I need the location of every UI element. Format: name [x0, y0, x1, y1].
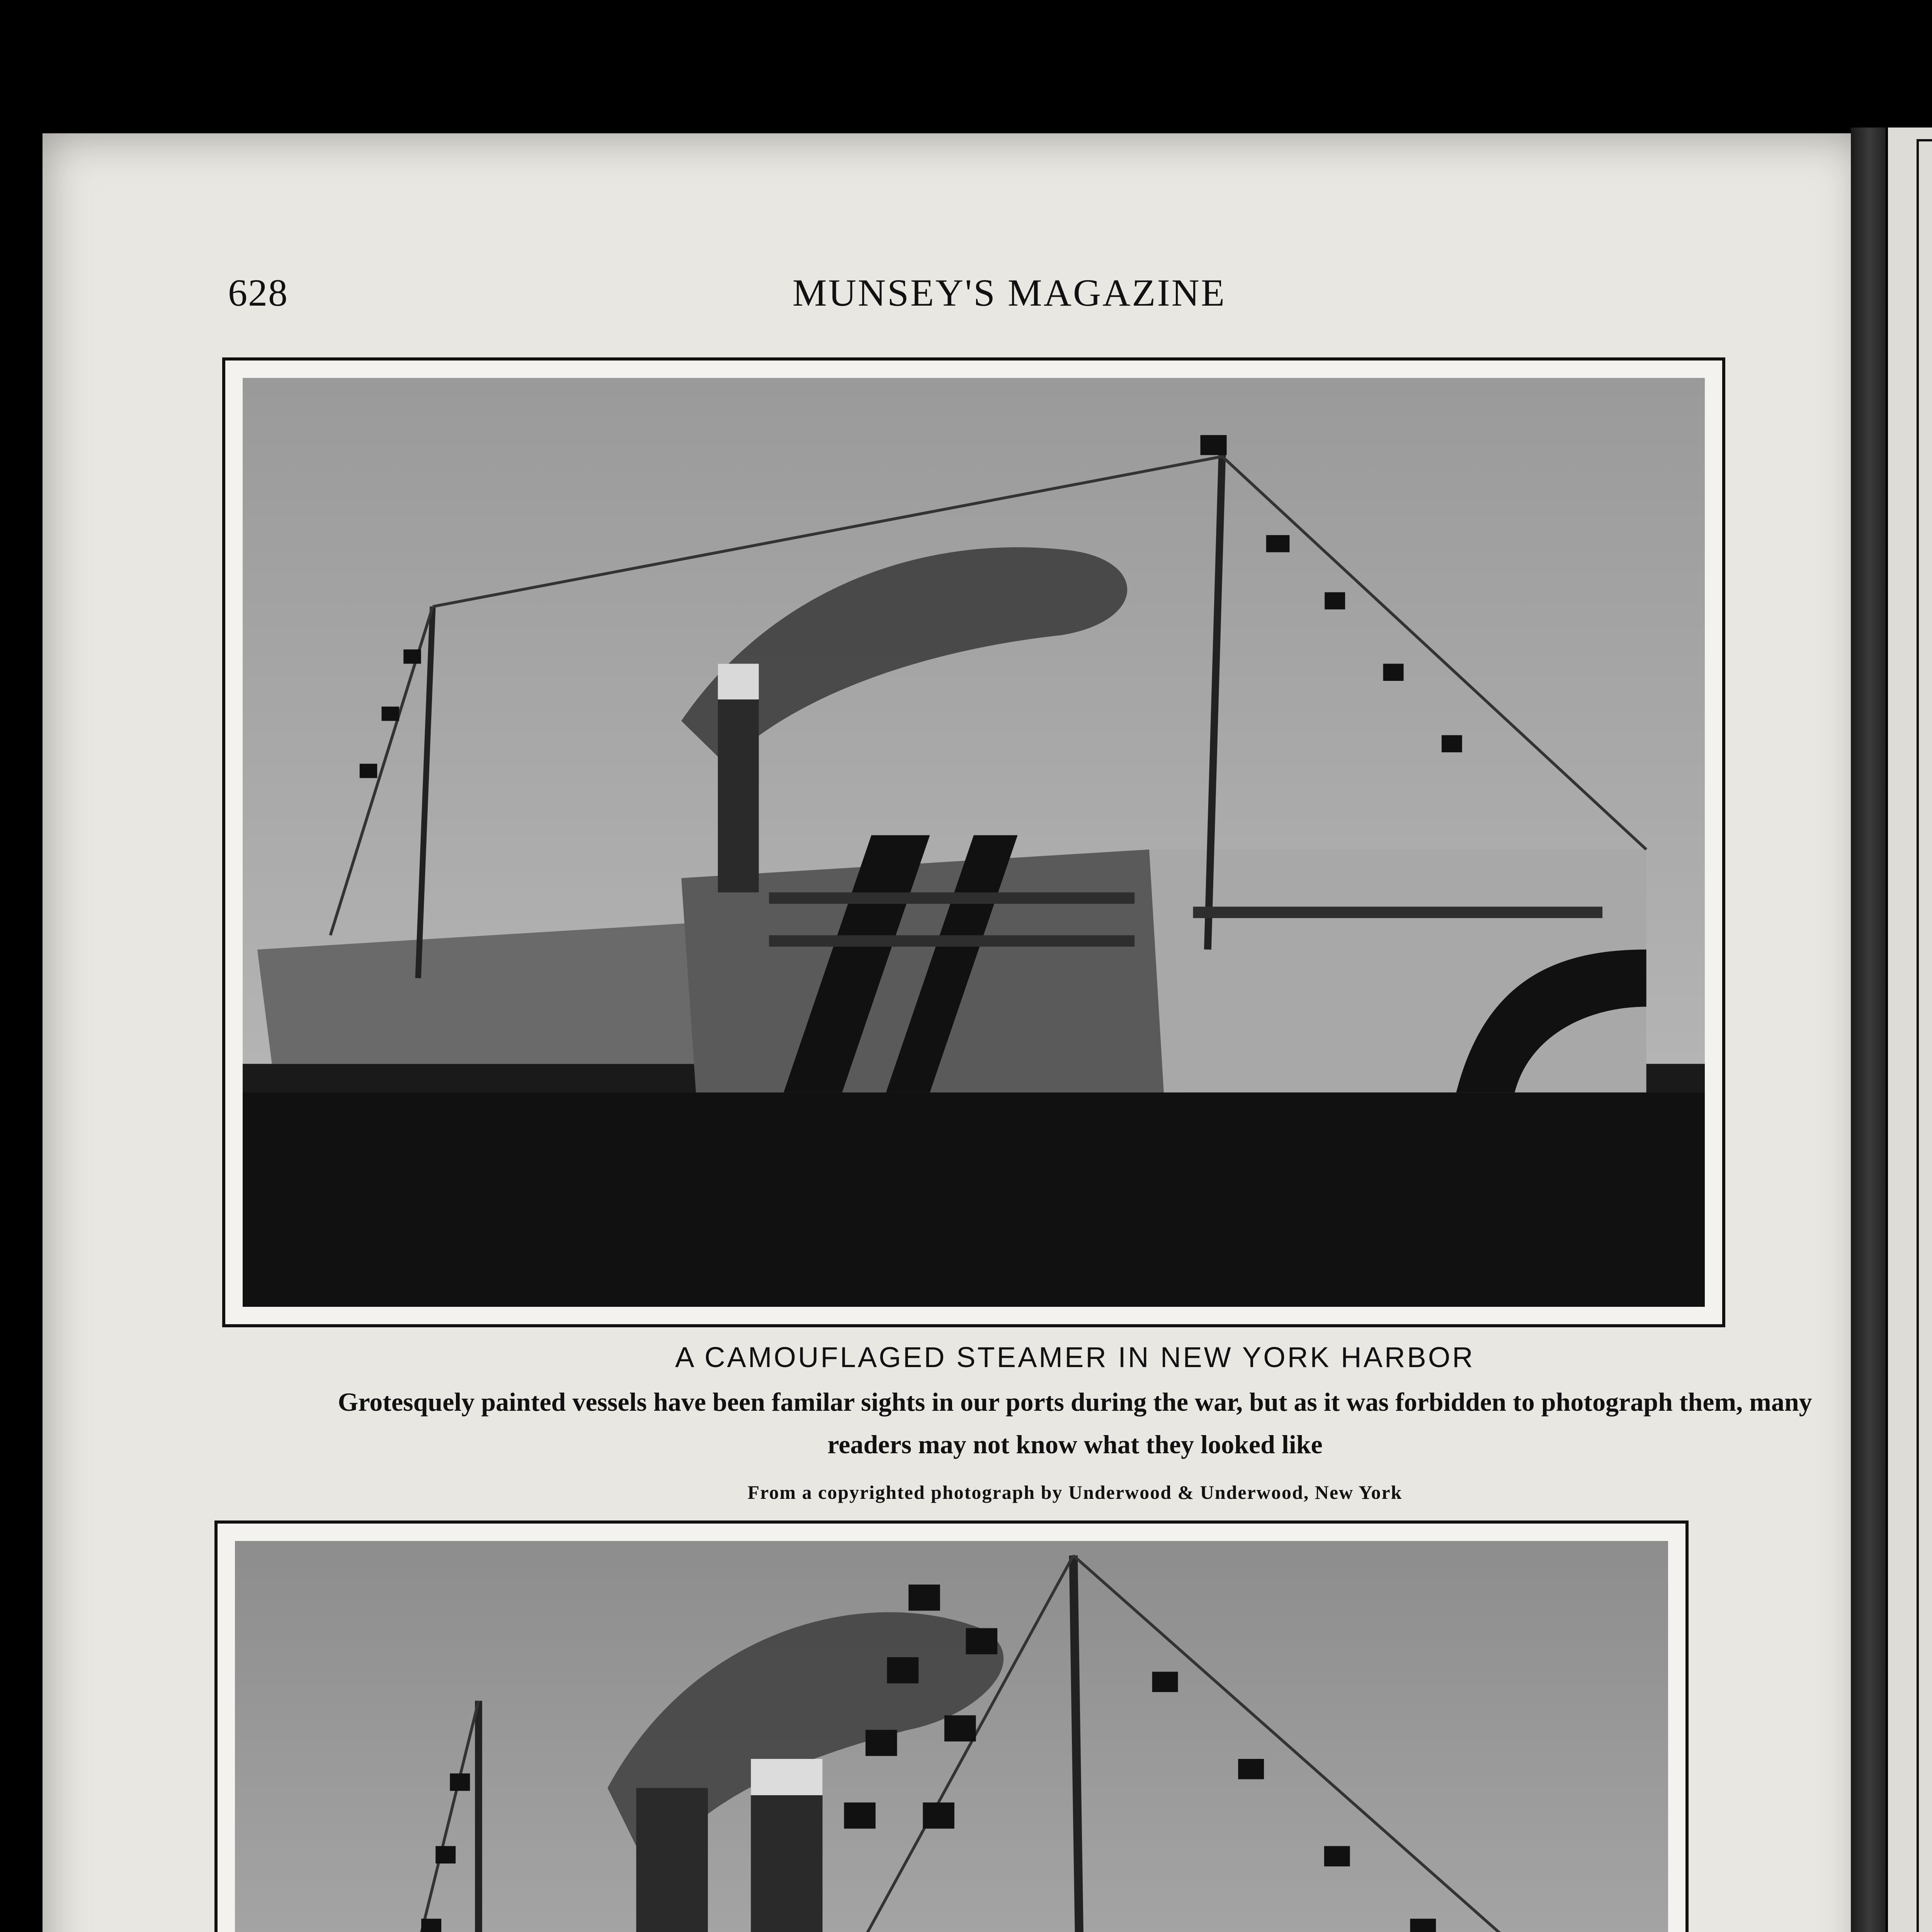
facing-page-frame [1917, 139, 1932, 1932]
running-head [0, 270, 1932, 317]
british-ship-photo [235, 1541, 1668, 1932]
steamer-caption-title: A CAMOUFLAGED STEAMER IN NEW YORK HARBOR [675, 1341, 1475, 1373]
steamer-photo [243, 378, 1705, 1307]
magazine-title: MUNSEY'S MAGAZINE [792, 271, 1226, 314]
steamer-caption [0, 1341, 1932, 1503]
steamer-photo-credit: From a copyrighted photograph by Underwood & Underwood, New York [747, 1481, 1403, 1503]
steamer-caption-text: Grotesquely painted vessels have been familar sights in our ports during the war, but as it was forbidden to photograph them, many readers may not know what they looked like [338, 1387, 1812, 1459]
photo-plate-british-ship [214, 1520, 1689, 1932]
photo-plate-steamer [222, 357, 1725, 1327]
page-number: 628 [228, 271, 288, 314]
